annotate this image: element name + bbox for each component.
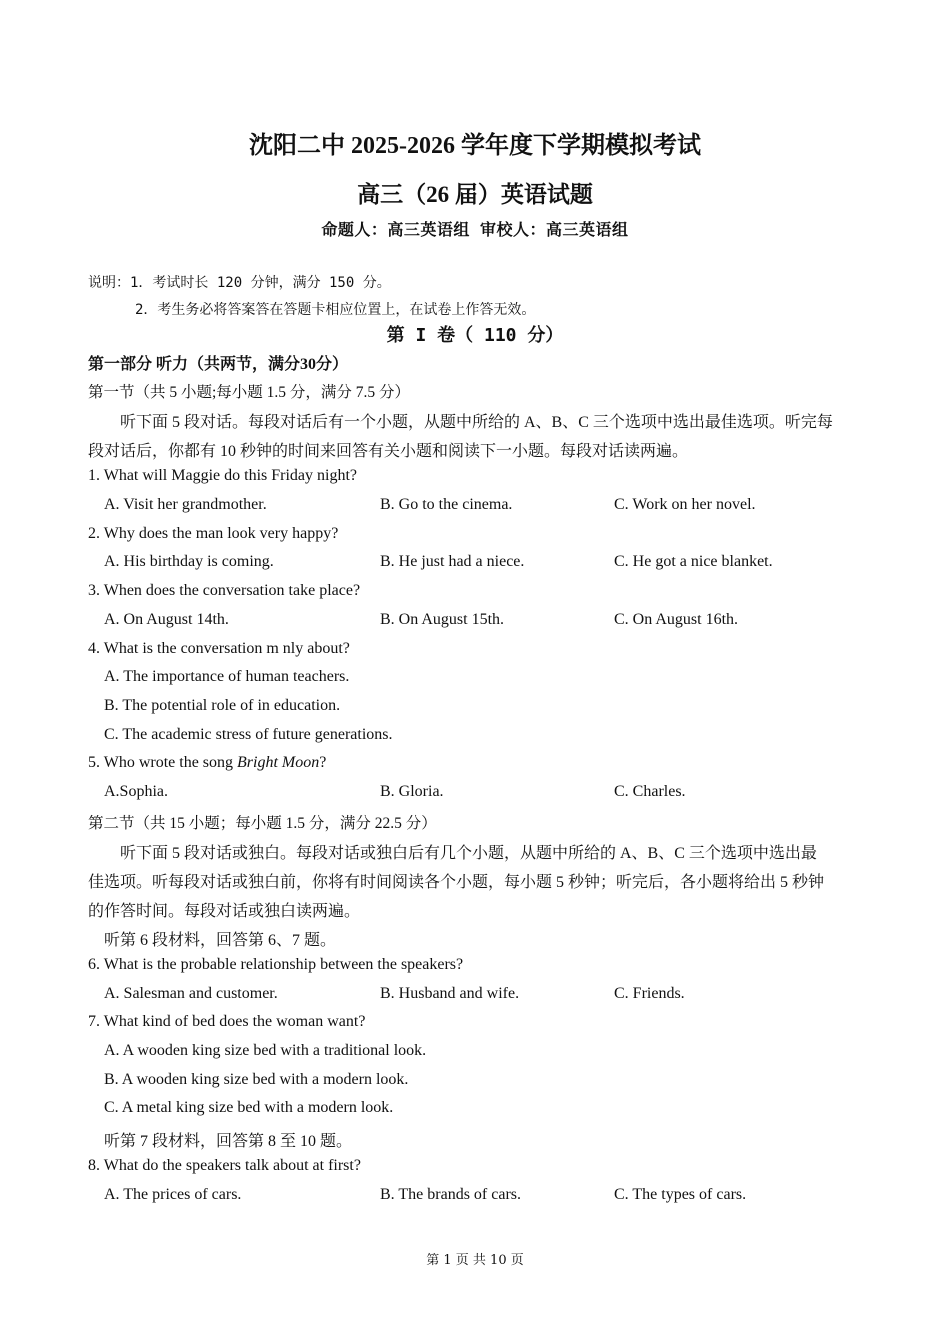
section-2-instructions-line-1: 听下面 5 段对话或独白。每段对话或独白后有几个小题，从题中所给的 A、B、C 三个选项中选出最 bbox=[120, 845, 817, 862]
question-3-option-b: B. On August 15th. bbox=[380, 611, 505, 628]
question-5-option-a: A.Sophia. bbox=[104, 783, 168, 800]
question-2-option-c: C. He got a nice blanket. bbox=[614, 553, 773, 570]
question-3-option-a: A. On August 14th. bbox=[104, 611, 229, 628]
question-1-option-b: B. Go to the cinema. bbox=[380, 496, 513, 513]
exam-title: 沈阳二中 2025-2026 学年度下学期模拟考试 bbox=[249, 133, 701, 159]
section-2-instructions-line-3: 的作答时间。每段对话或独白读两遍。 bbox=[88, 903, 361, 920]
question-6-option-b: B. Husband and wife. bbox=[380, 985, 520, 1002]
question-3-stem: 3. When does the conversation take place? bbox=[88, 582, 361, 599]
question-2-option-a: A. His birthday is coming. bbox=[104, 553, 274, 570]
section-2-heading: 第二节（共 15 小题；每小题 1.5 分，满分 22.5 分） bbox=[88, 815, 437, 832]
question-1-stem: 1. What will Maggie do this Friday night? bbox=[88, 467, 358, 484]
question-5-stem-suffix: ? bbox=[319, 754, 327, 771]
question-7-stem: 7. What kind of bed does the woman want? bbox=[88, 1013, 366, 1030]
note-line-2: 2．考生务必将答案答在答题卡相应位置上，在试卷上作答无效。 bbox=[135, 302, 536, 318]
material-6-note: 听第 6 段材料，回答第 6、7 题。 bbox=[104, 932, 337, 949]
question-5-option-c: C. Charles. bbox=[614, 783, 686, 800]
volume-heading: 第 I 卷（ 110 分） bbox=[386, 325, 564, 346]
song-title: Bright Moon bbox=[237, 754, 320, 771]
question-8-option-c: C. The types of cars. bbox=[614, 1186, 747, 1203]
question-8-option-b: B. The brands of cars. bbox=[380, 1186, 521, 1203]
page-footer: 第 1 页 共 10 页 bbox=[426, 1253, 524, 1268]
exam-subtitle: 高三（26 届）英语试题 bbox=[357, 182, 593, 207]
question-8-option-a: A. The prices of cars. bbox=[104, 1186, 242, 1203]
question-7-option-b: B. A wooden king size bed with a modern look. bbox=[104, 1071, 409, 1088]
question-1-option-c: C. Work on her novel. bbox=[614, 496, 756, 513]
part-1-title: 第一部分 听力（共两节，满分30分） bbox=[88, 356, 349, 373]
material-7-note: 听第 7 段材料，回答第 8 至 10 题。 bbox=[104, 1133, 353, 1150]
section-1-instructions-line-2: 段对话后，你都有 10 秒钟的时间来回答有关小题和阅读下一小题。每段对话读两遍。 bbox=[88, 443, 689, 460]
question-3-option-c: C. On August 16th. bbox=[614, 611, 739, 628]
note-line-1: 说明：1．考试时长 120 分钟，满分 150 分。 bbox=[88, 275, 391, 291]
question-6-option-c: C. Friends. bbox=[614, 985, 685, 1002]
section-2-instructions-line-2: 佳选项。听每段对话或独白前，你将有时间阅读各个小题，每小题 5 秒钟；听完后，各小题将给出 5 秒钟 bbox=[88, 874, 825, 891]
exam-authors: 命题人：高三英语组 审校人：高三英语组 bbox=[321, 220, 629, 239]
question-5-stem-prefix: 5. Who wrote the song bbox=[88, 754, 238, 771]
question-4-stem: 4. What is the conversation m nly about? bbox=[88, 640, 350, 657]
question-2-option-b: B. He just had a niece. bbox=[380, 553, 525, 570]
question-4-option-b: B. The potential role of in education. bbox=[104, 697, 341, 714]
question-7-option-a: A. A wooden king size bed with a traditional look. bbox=[104, 1042, 427, 1059]
question-4-option-c: C. The academic stress of future generations. bbox=[104, 726, 393, 743]
question-6-stem: 6. What is the probable relationship between the speakers? bbox=[88, 956, 464, 973]
question-7-option-c: C. A metal king size bed with a modern look. bbox=[104, 1099, 394, 1116]
question-6-option-a: A. Salesman and customer. bbox=[104, 985, 278, 1002]
question-5-option-b: B. Gloria. bbox=[380, 783, 444, 800]
question-4-option-a: A. The importance of human teachers. bbox=[104, 668, 350, 685]
section-1-heading: 第一节（共 5 小题;每小题 1.5 分，满分 7.5 分） bbox=[88, 384, 411, 401]
section-1-instructions-line-1: 听下面 5 段对话。每段对话后有一个小题，从题中所给的 A、B、C 三个选项中选出最佳选项。听完每 bbox=[120, 414, 833, 431]
question-8-stem: 8. What do the speakers talk about at first? bbox=[88, 1157, 361, 1174]
question-1-option-a: A. Visit her grandmother. bbox=[104, 496, 267, 513]
question-5-stem bbox=[88, 754, 326, 772]
question-2-stem: 2. Why does the man look very happy? bbox=[88, 525, 339, 542]
